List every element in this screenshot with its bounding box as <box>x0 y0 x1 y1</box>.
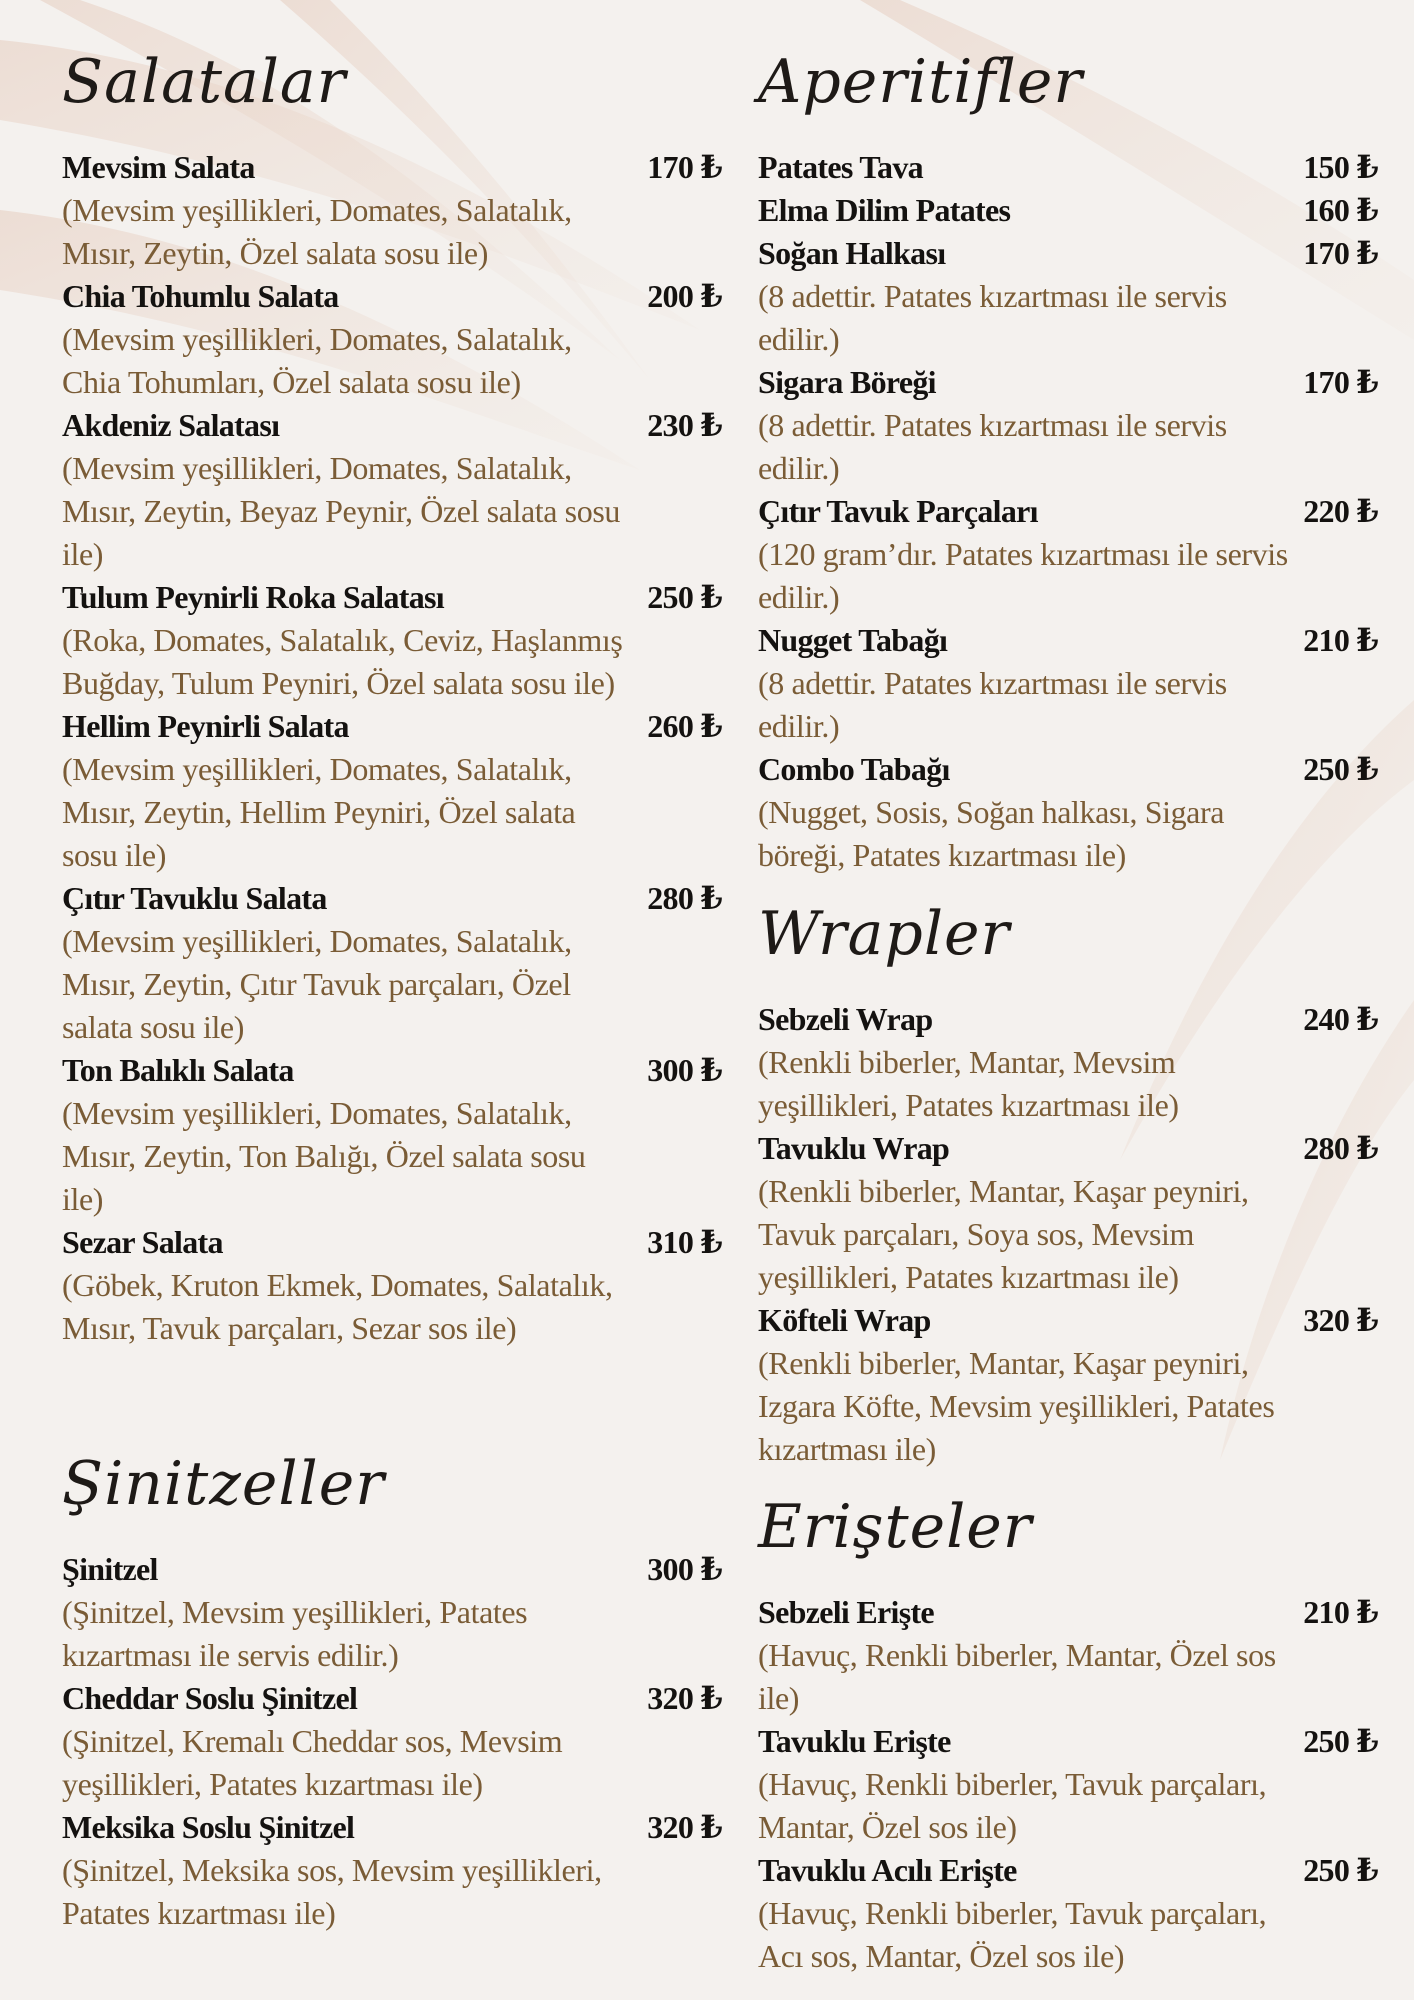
menu-item-price: 280 ₺ <box>1303 1130 1378 1166</box>
menu-item <box>758 232 1378 361</box>
menu-item-price: 250 ₺ <box>1303 1852 1378 1888</box>
menu-item-header <box>758 1127 1378 1170</box>
menu-item <box>62 146 722 275</box>
section-eristeler <box>758 1483 1378 1978</box>
menu-item-description: (120 gram’dır. Patates kızartması ile servis edilir.) <box>758 536 1288 615</box>
menu-item-description: (Mevsim yeşillikleri, Domates, Salatalık, Mısır, Zeytin, Hellim Peyniri, Özel salata sosu ile) <box>62 751 576 873</box>
menu-item-price: 300 ₺ <box>647 1052 722 1088</box>
menu-item-price: 250 ₺ <box>647 579 722 615</box>
section-title: Salatalar <box>62 47 347 117</box>
menu-item-description: (Roka, Domates, Salatalık, Ceviz, Haşlanmış Buğday, Tulum Peyniri, Özel salata sosu ile) <box>62 622 623 701</box>
menu-item-description: (Havuç, Renkli biberler, Mantar, Özel sos ile) <box>758 1637 1276 1716</box>
menu-item-name: Tavuklu Acılı Erişte <box>758 1852 1017 1888</box>
menu-item-header <box>758 748 1378 791</box>
menu-item-name: Tavuklu Erişte <box>758 1723 951 1759</box>
menu-item-name: Chia Tohumlu Salata <box>62 278 339 314</box>
menu-item <box>758 1720 1378 1849</box>
menu-item-description: (Şinitzel, Kremalı Cheddar sos, Mevsim yeşillikleri, Patates kızartması ile) <box>62 1723 563 1802</box>
menu-item-price: 320 ₺ <box>647 1680 722 1716</box>
menu-item <box>758 998 1378 1127</box>
menu-item-name: Mevsim Salata <box>62 149 255 185</box>
menu-item-header <box>62 275 722 318</box>
menu-item-header <box>62 404 722 447</box>
menu-item <box>758 1849 1378 1978</box>
menu-item-description: (Nugget, Sosis, Soğan halkası, Sigara böreği, Patates kızartması ile) <box>758 794 1225 873</box>
menu-item <box>62 404 722 576</box>
menu-item <box>62 1049 722 1221</box>
menu-item-price: 210 ₺ <box>1303 1594 1378 1630</box>
menu-item-header <box>62 576 722 619</box>
item-list <box>758 146 1378 877</box>
menu-item-description: (8 adettir. Patates kızartması ile servis edilir.) <box>758 407 1227 486</box>
menu-item-header <box>758 1299 1378 1342</box>
menu-item-description: (Renkli biberler, Mantar, Kaşar peyniri, Izgara Köfte, Mevsim yeşillikleri, Patates kızartması ile) <box>758 1345 1275 1467</box>
section-title: Aperitifler <box>758 47 1084 117</box>
menu-item-description: (8 adettir. Patates kızartması ile servis edilir.) <box>758 665 1227 744</box>
menu-item-name: Şinitzel <box>62 1551 158 1587</box>
menu-item-description: (Şinitzel, Mevsim yeşillikleri, Patates kızartması ile servis edilir.) <box>62 1594 528 1673</box>
menu-item <box>758 1591 1378 1720</box>
menu-item <box>62 275 722 404</box>
menu-item-header <box>62 1221 722 1264</box>
menu-item <box>758 490 1378 619</box>
menu-item-header <box>758 361 1378 404</box>
section-sinitzeller <box>62 1440 722 1935</box>
menu-item-price: 250 ₺ <box>1303 1723 1378 1759</box>
menu-item-description: (Mevsim yeşillikleri, Domates, Salatalık, Mısır, Zeytin, Özel salata sosu ile) <box>62 192 572 271</box>
menu-item-name: Çıtır Tavuklu Salata <box>62 880 327 916</box>
section-title: Wrapler <box>758 899 1011 969</box>
menu-item-name: Elma Dilim Patates <box>758 192 1011 228</box>
menu-item-description: (Şinitzel, Meksika sos, Mevsim yeşillikleri, Patates kızartması ile) <box>62 1852 602 1931</box>
menu-item-price: 300 ₺ <box>647 1551 722 1587</box>
menu-item-description: (Renkli biberler, Mantar, Kaşar peyniri, Tavuk parçaları, Soya sos, Mevsim yeşillikleri, Patates kızartması ile) <box>758 1173 1249 1295</box>
menu-item-price: 200 ₺ <box>647 278 722 314</box>
menu-item-price: 260 ₺ <box>647 708 722 744</box>
menu-item-header <box>758 1720 1378 1763</box>
menu-item <box>758 1127 1378 1299</box>
menu-item-name: Akdeniz Salatası <box>62 407 280 443</box>
menu-item-description: (Havuç, Renkli biberler, Tavuk parçaları, Mantar, Özel sos ile) <box>758 1766 1267 1845</box>
menu-item-name: Ton Balıklı Salata <box>62 1052 294 1088</box>
item-list <box>758 998 1378 1471</box>
menu-item-description: (8 adettir. Patates kızartması ile servis edilir.) <box>758 278 1227 357</box>
menu-item-description: (Mevsim yeşillikleri, Domates, Salatalık, Mısır, Zeytin, Çıtır Tavuk parçaları, Özel salata sosu ile) <box>62 923 572 1045</box>
menu-item-header <box>62 1049 722 1092</box>
menu-item <box>62 576 722 705</box>
menu-item-name: Çıtır Tavuk Parçaları <box>758 493 1038 529</box>
menu-item <box>758 361 1378 490</box>
menu-item-header <box>62 877 722 920</box>
menu-item-name: Patates Tava <box>758 149 923 185</box>
menu-item-name: Soğan Halkası <box>758 235 946 271</box>
section-title: Şinitzeller <box>62 1449 385 1519</box>
menu-item-header <box>758 189 1378 232</box>
menu-item-name: Combo Tabağı <box>758 751 950 787</box>
menu-item <box>62 705 722 877</box>
menu-item-name: Tavuklu Wrap <box>758 1130 950 1166</box>
menu-item-price: 170 ₺ <box>1303 235 1378 271</box>
section-salatalar <box>62 38 722 1350</box>
menu-item-header <box>758 1849 1378 1892</box>
menu-item-header <box>62 705 722 748</box>
menu-item-description: (Mevsim yeşillikleri, Domates, Salatalık, Chia Tohumları, Özel salata sosu ile) <box>62 321 572 400</box>
section-title: Erişteler <box>758 1492 1033 1562</box>
menu-item-name: Hellim Peynirli Salata <box>62 708 349 744</box>
menu-item-name: Meksika Soslu Şinitzel <box>62 1809 355 1845</box>
menu-item-price: 280 ₺ <box>647 880 722 916</box>
item-list <box>62 146 722 1350</box>
section-aperitifler <box>758 38 1378 877</box>
menu-item-header <box>758 146 1378 189</box>
menu-item-header <box>758 1591 1378 1634</box>
menu-item <box>62 1548 722 1677</box>
menu-item-price: 210 ₺ <box>1303 622 1378 658</box>
menu-item-price: 240 ₺ <box>1303 1001 1378 1037</box>
menu-item-price: 320 ₺ <box>1303 1302 1378 1338</box>
menu-item-name: Tulum Peynirli Roka Salatası <box>62 579 444 615</box>
menu-item-name: Sigara Böreği <box>758 364 936 400</box>
menu-item-header <box>758 619 1378 662</box>
menu-item-price: 170 ₺ <box>1303 364 1378 400</box>
menu-item-header <box>62 146 722 189</box>
menu-item-name: Nugget Tabağı <box>758 622 948 658</box>
menu-item-description: (Mevsim yeşillikleri, Domates, Salatalık, Mısır, Zeytin, Ton Balığı, Özel salata sosu ile) <box>62 1095 586 1217</box>
menu-item-price: 150 ₺ <box>1303 149 1378 185</box>
item-list <box>62 1548 722 1935</box>
menu-item-header <box>62 1806 722 1849</box>
menu-item <box>758 189 1378 232</box>
menu-item <box>62 1806 722 1935</box>
menu-item-price: 170 ₺ <box>647 149 722 185</box>
menu-item <box>758 748 1378 877</box>
menu-item-name: Sebzeli Wrap <box>758 1001 933 1037</box>
menu-item <box>758 1299 1378 1471</box>
menu-item-description: (Göbek, Kruton Ekmek, Domates, Salatalık, Mısır, Tavuk parçaları, Sezar sos ile) <box>62 1267 613 1346</box>
menu-item-description: (Renkli biberler, Mantar, Mevsim yeşillikleri, Patates kızartması ile) <box>758 1044 1179 1123</box>
menu-item-description: (Havuç, Renkli biberler, Tavuk parçaları, Acı sos, Mantar, Özel sos ile) <box>758 1895 1267 1974</box>
menu-item <box>62 1677 722 1806</box>
item-list <box>758 1591 1378 1978</box>
menu-item <box>758 146 1378 189</box>
menu-item-price: 250 ₺ <box>1303 751 1378 787</box>
menu-item <box>62 1221 722 1350</box>
menu-item-header <box>758 998 1378 1041</box>
menu-item-name: Sezar Salata <box>62 1224 223 1260</box>
menu-item-price: 160 ₺ <box>1303 192 1378 228</box>
menu-item-header <box>62 1677 722 1720</box>
menu-item-price: 230 ₺ <box>647 407 722 443</box>
menu-item-description: (Mevsim yeşillikleri, Domates, Salatalık, Mısır, Zeytin, Beyaz Peynir, Özel salata sosu ile) <box>62 450 620 572</box>
menu-item-header <box>758 232 1378 275</box>
menu-item-price: 320 ₺ <box>647 1809 722 1845</box>
menu-item-header <box>62 1548 722 1591</box>
menu-item-header <box>758 490 1378 533</box>
menu-item-name: Cheddar Soslu Şinitzel <box>62 1680 358 1716</box>
menu-item <box>758 619 1378 748</box>
menu-item <box>62 877 722 1049</box>
menu-item-price: 220 ₺ <box>1303 493 1378 529</box>
menu-item-name: Köfteli Wrap <box>758 1302 931 1338</box>
menu-item-name: Sebzeli Erişte <box>758 1594 934 1630</box>
section-wrapler <box>758 890 1378 1471</box>
menu-item-price: 310 ₺ <box>647 1224 722 1260</box>
